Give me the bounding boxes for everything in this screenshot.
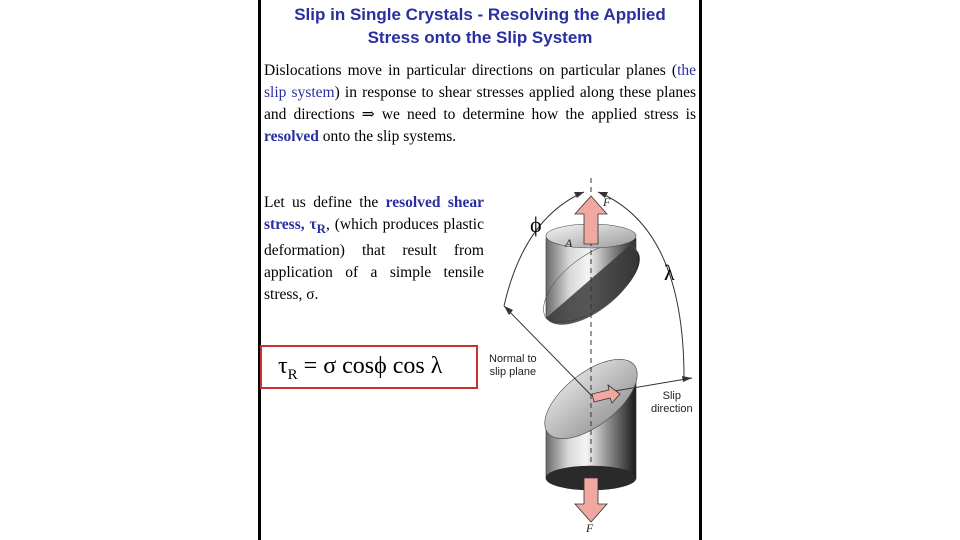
force-label-bottom: F [586, 521, 594, 535]
intro-paragraph [264, 60, 696, 148]
normal-label-line-2: slip plane [489, 366, 537, 378]
equation-sub: R [287, 366, 298, 383]
intro-text-2: ) in response to shear stresses applied along these planes and directions ⇒ we need to determine how the applied stress is [264, 84, 697, 123]
definition-highlight: resolved shear stress, τ [264, 194, 484, 233]
equation-tau: τ [278, 353, 288, 379]
title-line-1: Slip in Single Crystals - Resolving the Applied [294, 5, 666, 24]
area-label: A [565, 236, 573, 250]
left-border-line [258, 0, 261, 540]
normal-label-line-1: Normal to [489, 353, 537, 365]
slip-direction-label [651, 390, 693, 416]
definition-highlight-sub: R [316, 221, 326, 237]
slide-title [262, 3, 698, 49]
lambda-label: λ [664, 260, 675, 285]
intro-highlight-slip-system: the slip system [264, 62, 696, 101]
intro-text-3: onto the slip systems. [318, 128, 457, 145]
intro-highlight-resolved: resolved [264, 128, 319, 145]
definition-paragraph [264, 192, 484, 306]
phi-arrowhead [574, 192, 584, 198]
normal-label [489, 353, 537, 379]
definition-text-2: , (which produces plastic deformation) that result from application of a simple tensile stress, σ. [264, 216, 484, 304]
equation-box [260, 345, 478, 389]
equation-rhs: = σ cosϕ cos λ [297, 353, 443, 379]
equation [278, 353, 442, 384]
title-line-2: Stress onto the Slip System [367, 28, 593, 47]
intro-text-1: Dislocations move in particular directions on particular planes ( [264, 62, 678, 79]
slip-label-line-1: Slip [662, 390, 681, 402]
phi-label: ϕ [530, 212, 542, 237]
slip-label-line-2: direction [651, 403, 693, 415]
force-label-top: F [603, 195, 611, 209]
definition-text-1: Let us define the [264, 194, 386, 211]
